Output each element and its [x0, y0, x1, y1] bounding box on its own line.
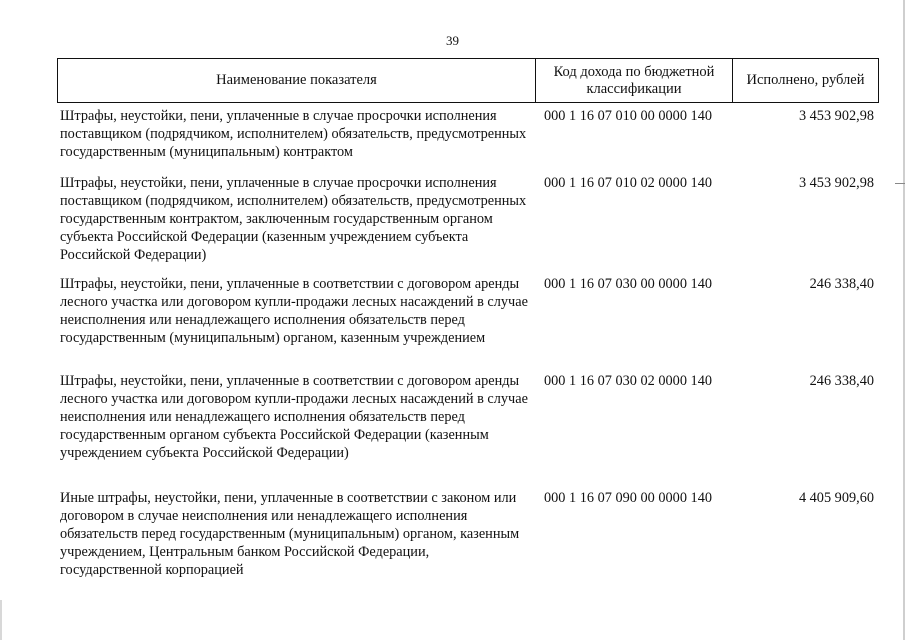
column-header-code: Код дохода по бюджетной классификации	[536, 59, 733, 102]
page-number: 39	[446, 33, 459, 48]
scan-mark	[895, 183, 905, 184]
row-name: Штрафы, неустойки, пени, уплаченные в случае просрочки исполнения поставщиком (подрядчиком, исполнителем) обязательств, предусмотренных государственным (муниципальным) контрактом	[60, 108, 527, 160]
row-amount: 246 338,40	[809, 276, 874, 292]
row-amount: 3 453 902,98	[798, 108, 874, 124]
column-header-name: Наименование показателя	[58, 59, 536, 102]
row-amount: 4 405 909,60	[798, 490, 874, 506]
table-header	[57, 58, 879, 103]
row-code: 000 1 16 07 010 00 0000 140	[544, 108, 712, 124]
row-code: 000 1 16 07 090 00 0000 140	[544, 490, 712, 506]
row-code: 000 1 16 07 010 02 0000 140	[544, 175, 712, 191]
row-name: Штрафы, неустойки, пени, уплаченные в соответствии с договором аренды лесного участка или договором купли-продажи лесных насаждений в случае неисполнения или ненадлежащего исполнения обязательств перед государственным (муниципальным) органом, казенным учреждением	[60, 276, 528, 346]
row-code: 000 1 16 07 030 02 0000 140	[544, 373, 712, 389]
row-name: Штрафы, неустойки, пени, уплаченные в соответствии с договором аренды лесного участка или договором купли-продажи лесных насаждений в случае неисполнения или ненадлежащего исполнения обязательств перед государственным органом субъекта Российской Федерации (казенным учреждением субъекта Российской Федерации)	[60, 373, 528, 461]
column-header-amount: Исполнено, рублей	[746, 72, 865, 88]
row-code: 000 1 16 07 030 00 0000 140	[544, 276, 712, 292]
row-name: Штрафы, неустойки, пени, уплаченные в случае просрочки исполнения поставщиком (подрядчиком, исполнителем) обязательств, предусмотренных государственным контрактом, заключенным государственным органом субъекта Российской Федерации (казенным учреждением субъекта Российской Федерации)	[60, 175, 527, 263]
scan-edge	[0, 600, 2, 640]
row-name: Иные штрафы, неустойки, пени, уплаченные в соответствии с законом или договором в случае неисполнения или ненадлежащего исполнения обязательств перед государственным (муниципальным) органом, казенным учреждением, Центральным банком Российской Федерации, государственной корпорацией	[60, 490, 520, 578]
row-amount: 3 453 902,98	[798, 175, 874, 191]
row-amount: 246 338,40	[809, 373, 874, 389]
